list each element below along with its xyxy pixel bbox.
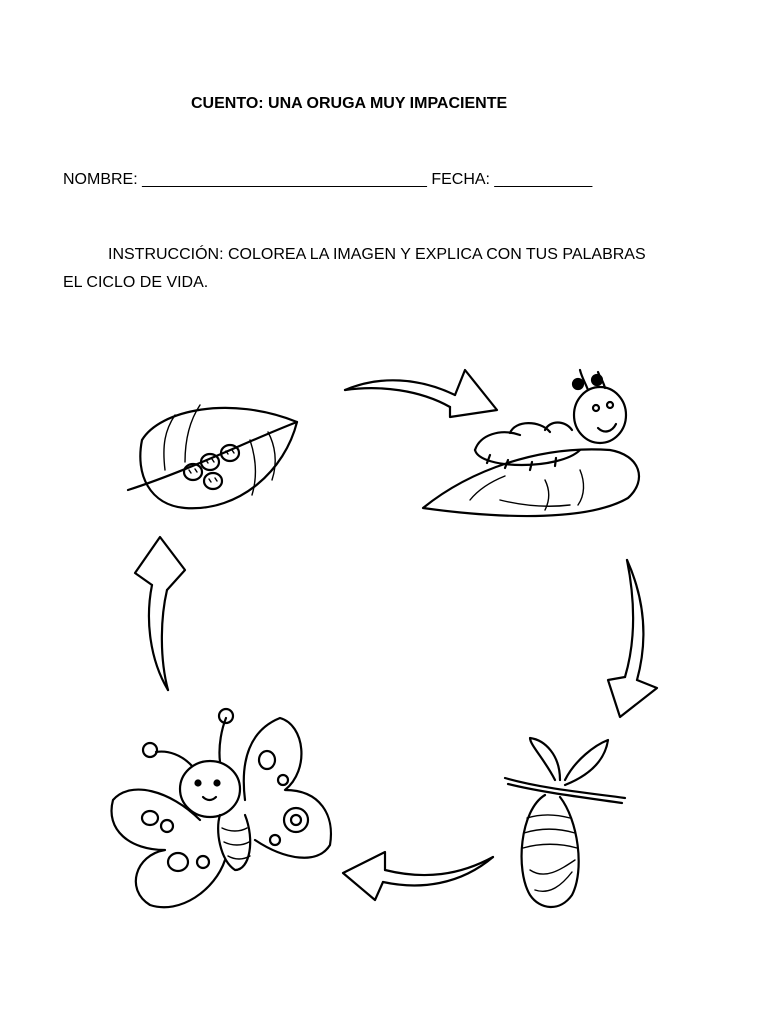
page-title: CUENTO: UNA ORUGA MUY IMPACIENTE — [191, 95, 508, 112]
leaf-with-eggs-icon — [128, 405, 297, 508]
chrysalis-icon — [505, 738, 625, 907]
instruction-line-2: EL CICLO DE VIDA. — [63, 274, 209, 291]
butterfly-icon — [112, 709, 331, 907]
arrow-top-icon — [345, 370, 497, 417]
arrow-right-icon — [608, 560, 657, 717]
instruction-line-1: INSTRUCCIÓN: COLOREA LA IMAGEN Y EXPLICA CON TUS PALABRAS — [108, 246, 646, 263]
arrow-bottom-icon — [343, 852, 493, 900]
arrow-left-icon — [135, 537, 185, 690]
name-date-fields: NOMBRE: ________________________________ FECHA: ___________ — [63, 171, 593, 188]
